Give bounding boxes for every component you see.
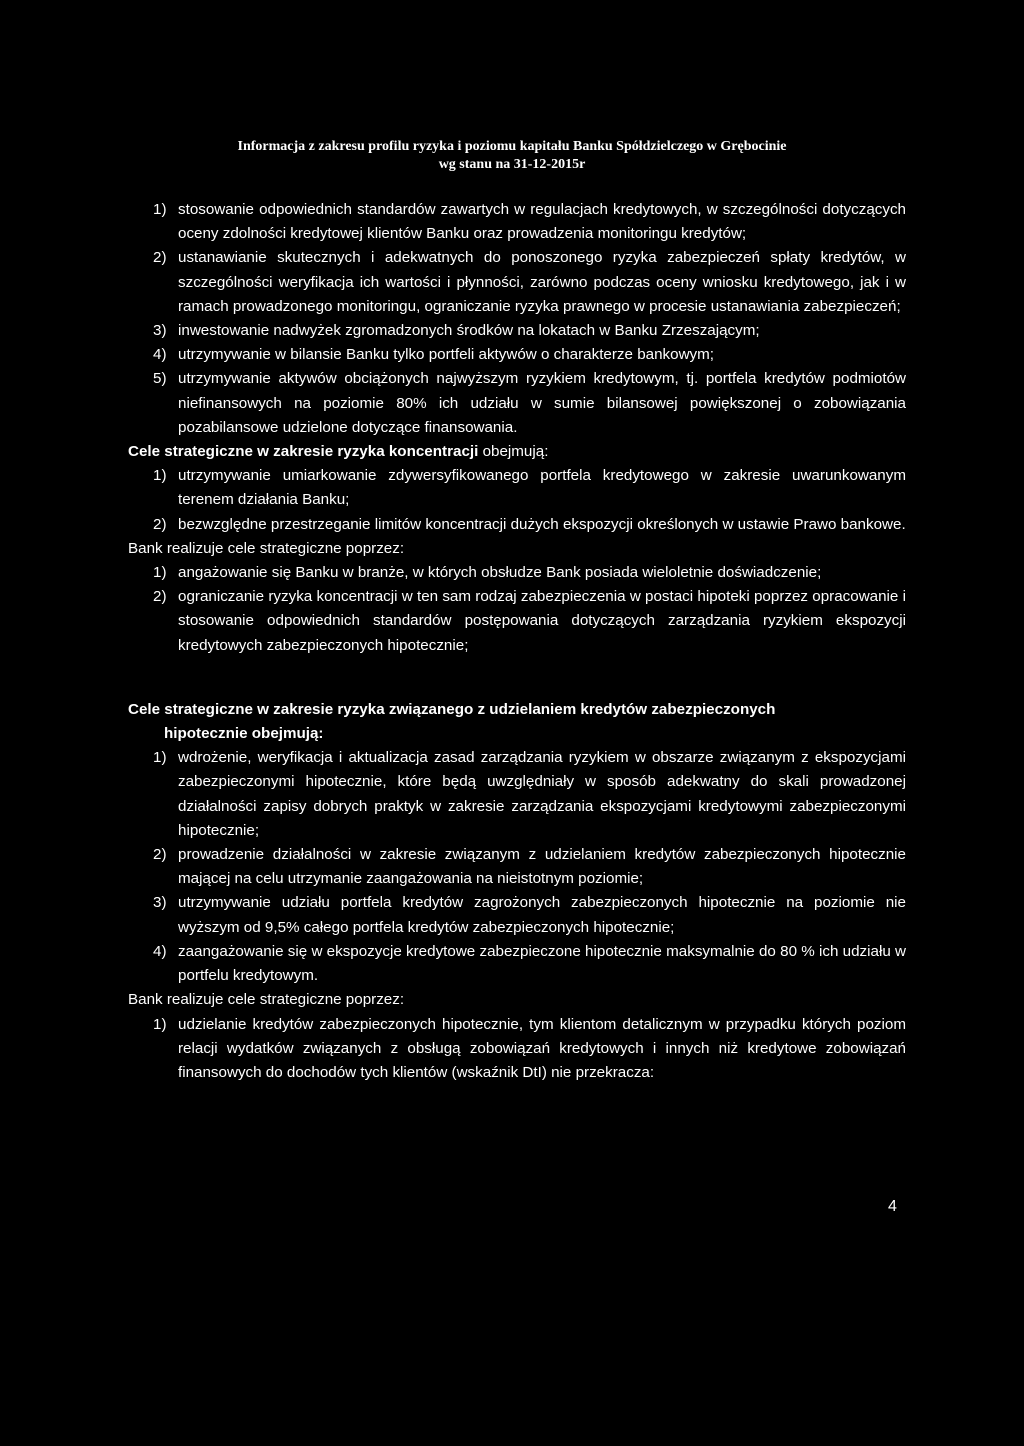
- list-text: inwestowanie nadwyżek zgromadzonych środków na lokatach w Banku Zrzeszającym;: [178, 322, 760, 340]
- list-text: prowadzenie działalności w zakresie związanym z udzielaniem kredytów zabezpieczonych hipotecznie mającej na celu utrzymanie zaangażowania na nieistotnym poziomie;: [178, 846, 906, 888]
- mortgage-heading-line1: Cele strategiczne w zakresie ryzyka związanego z udzielaniem kredytów zabezpieczonych: [128, 700, 776, 718]
- bank-realizes-paragraph: Bank realizuje cele strategiczne poprzez:: [128, 539, 405, 557]
- list-text: stosowanie odpowiednich standardów zawartych w regulacjach kredytowych, w szczególności dotyczących oceny zdolności kredytowej klientów Banku oraz prowadzenia monitoringu kredytów;: [178, 201, 906, 243]
- concentration-heading-rest: obejmują:: [478, 443, 549, 461]
- list-item: [128, 367, 906, 440]
- list-text: bezwzględne przestrzeganie limitów koncentracji dużych ekspozycji określonych w ustawie Prawo bankowe.: [178, 515, 906, 533]
- list-item: [128, 198, 906, 246]
- list-number: 2): [153, 249, 167, 267]
- list-text: utrzymywanie udziału portfela kredytów zagrożonych zabezpieczonych hipotecznie na poziomie nie wyższym od 9,5% całego portfela kredytów zabezpieczonych hipotecznie;: [178, 894, 906, 936]
- list-item: [128, 513, 906, 537]
- list-number: 2): [153, 588, 167, 606]
- concentration-heading: [128, 440, 906, 464]
- list-item: [128, 1013, 906, 1086]
- bank-realizes-paragraph: Bank realizuje cele strategiczne poprzez:: [128, 991, 405, 1009]
- header-date: wg stanu na 31-12-2015r: [438, 157, 586, 172]
- page-number: 4: [888, 1198, 897, 1215]
- section-spacer: [128, 658, 906, 698]
- list-item: [128, 343, 906, 367]
- list-text: utrzymywanie umiarkowanie zdywersyfikowanego portfela kredytowego w zakresie uwarunkowanym terenem działania Banku;: [178, 467, 906, 509]
- list-number: 1): [153, 749, 167, 767]
- list-item: [128, 246, 906, 319]
- list-item: [128, 464, 906, 512]
- list-number: 4): [153, 942, 167, 960]
- list-text: wdrożenie, weryfikacja i aktualizacja zasad zarządzania ryzykiem w obszarze związanym z ekspozycjami zabezpieczonymi hipotecznie, które będą uwzględniały w sposób adekwatny do skali prowadzonej działalności zapisy dobrych praktyk w zakresie zarządzania ekspozycjami kredytowymi zabezpieczonymi hipotecznie;: [178, 749, 906, 839]
- list-item: [128, 891, 906, 939]
- list-text: ustanawianie skutecznych i adekwatnych do ponoszonego ryzyka zabezpieczeń spłaty kredytów, w szczególności weryfikacja ich wartości i płynności, zarówno podczas oceny wniosku kredytowego, jak i w ramach prowadzonego monitoringu, ograniczanie ryzyka prawnego w procesie ustanawiania zabezpieczeń;: [178, 249, 906, 315]
- list-number: 3): [153, 322, 167, 340]
- list-text: zaangażowanie się w ekspozycje kredytowe zabezpieczone hipotecznie maksymalnie do 80 % ich udziału w portfelu kredytowym.: [178, 942, 906, 985]
- list-item: [128, 940, 906, 988]
- concentration-heading-bold: Cele strategiczne w zakresie ryzyka koncentracji: [128, 443, 479, 461]
- list-item: [128, 746, 906, 843]
- list-number: 3): [153, 894, 167, 912]
- list-text: utrzymywanie aktywów obciążonych najwyższym ryzykiem kredytowym, tj. portfela kredytów podmiotów niefinansowych na poziomie 80% ich udziału w sumie bilansowej powiększonej o zobowiązania pozabilansowe udzielone dotyczące finansowania.: [178, 370, 906, 436]
- list-number: 5): [153, 370, 167, 388]
- header-title: Informacja z zakresu profilu ryzyka i poziomu kapitału Banku Spółdzielczego w Grębocinie: [237, 139, 787, 154]
- mortgage-heading-line2: hipotecznie obejmują:: [164, 725, 324, 743]
- document-body: [128, 198, 906, 1085]
- page-header: [0, 138, 1024, 174]
- list-item: [128, 561, 906, 585]
- list-item: [128, 843, 906, 891]
- list-number: 1): [153, 467, 167, 485]
- list-number: 1): [153, 201, 167, 218]
- list-item: [128, 319, 906, 343]
- list-item: [128, 585, 906, 658]
- list-number: 1): [153, 564, 167, 582]
- list-number: 1): [153, 1015, 167, 1033]
- mortgage-heading: [128, 698, 906, 746]
- list-number: 2): [153, 515, 167, 533]
- list-number: 2): [153, 846, 167, 864]
- list-text: ograniczanie ryzyka koncentracji w ten sam rodzaj zabezpieczenia w postaci hipoteki poprzez opracowanie i stosowanie odpowiednich standardów postępowania dotyczących zarządzania ryzykiem ekspozycji kredytowych zabezpieczonych hipotecznie;: [178, 588, 906, 654]
- list-text: utrzymywanie w bilansie Banku tylko portfeli aktywów o charakterze bankowym;: [178, 346, 715, 364]
- list-text: udzielanie kredytów zabezpieczonych hipotecznie, tym klientom detalicznym w przypadku których poziom relacji wydatków związanych z obsługą zobowiązań kredytowych i innych niż kredytowe zobowiązań finansowych do dochodów tych klientów (wskaźnik DtI) nie przekracza:: [178, 1015, 906, 1081]
- list-text: angażowanie się Banku w branże, w których obsłudze Bank posiada wieloletnie doświadczenie;: [178, 564, 822, 582]
- list-number: 4): [153, 346, 167, 364]
